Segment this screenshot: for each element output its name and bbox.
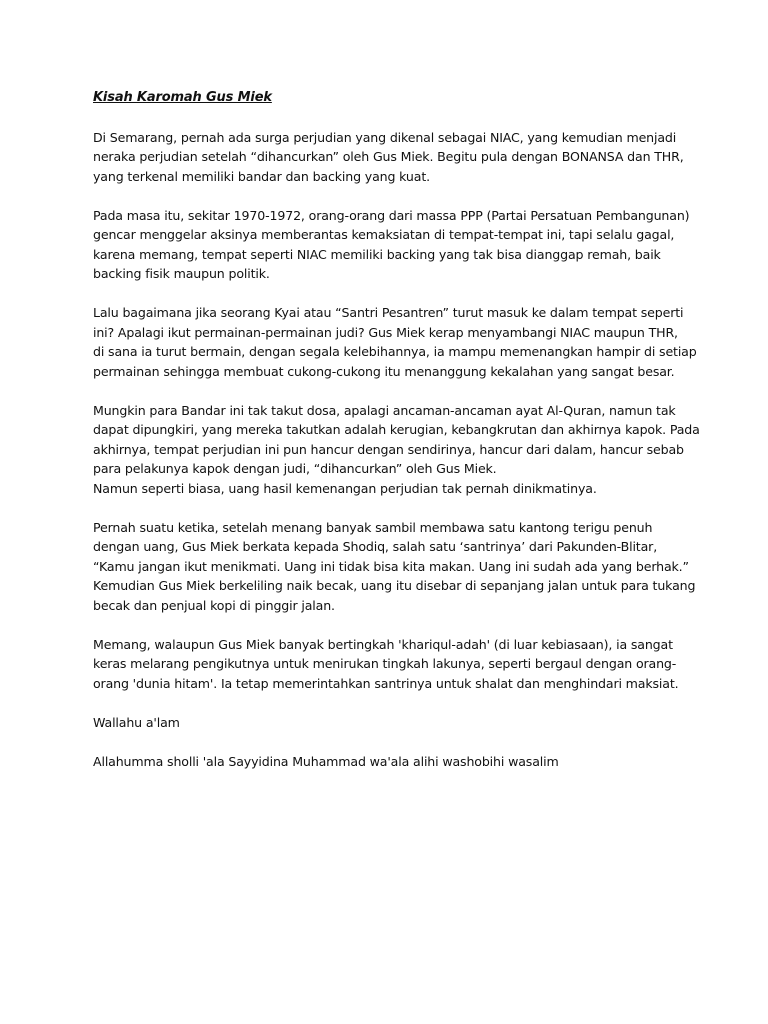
text-line: Mungkin para Bandar ini tak takut dosa, apalagi ancaman-ancaman ayat Al-Quran, namun tak <box>93 402 676 418</box>
text-line: orang 'dunia hitam'. Ia tetap memerintahkan santrinya untuk shalat dan menghindari maksiat. <box>93 675 679 691</box>
paragraph-wallahu <box>93 713 693 733</box>
text-line: keras melarang pengikutnya untuk menirukan tingkah lakunya, seperti bergaul dengan orang- <box>93 656 677 671</box>
text-line: Lalu bagaimana jika seorang Kyai atau “Santri Pesantren” turut masuk ke dalam tempat seperti <box>93 305 684 320</box>
text-line: Allahumma sholli 'ala Sayyidina Muhammad wa'ala alihi washobihi wasalim <box>93 753 559 769</box>
text-line: yang terkenal memiliki bandar dan backing yang kuat. <box>93 168 430 184</box>
text-line: karena memang, tempat seperti NIAC memiliki backing yang tak bisa dianggap remah, baik <box>93 246 661 262</box>
text-line: “Kamu jangan ikut menikmati. Uang ini tidak bisa kita makan. Uang ini sudah ada yang berhak.” <box>93 558 689 574</box>
paragraph-1 <box>93 128 693 187</box>
text-line: Wallahu a'lam <box>93 714 180 730</box>
text-line: becak dan penjual kopi di pinggir jalan. <box>93 597 335 613</box>
text-line: Namun seperti biasa, uang hasil kemenangan perjudian tak pernah dinikmatinya. <box>93 480 597 496</box>
text-line: gencar menggelar aksinya memberantas kemaksiatan di tempat-tempat ini, tapi selalu gagal, <box>93 227 675 242</box>
text-line: Di Semarang, pernah ada surga perjudian yang dikenal sebagai NIAC, yang kemudian menjadi <box>93 129 677 145</box>
text-line: permainan sehingga membuat cukong-cukong itu menanggung kekalahan yang sangat besar. <box>93 363 675 379</box>
text-line: neraka perjudian setelah “dihancurkan” oleh Gus Miek. Begitu pula dengan BONANSA dan THR, <box>93 149 684 164</box>
text-line: Kemudian Gus Miek berkeliling naik becak, uang itu disebar di sepanjang jalan untuk para tukang <box>93 578 696 593</box>
paragraph-3 <box>93 303 697 381</box>
paragraph-5 <box>93 518 696 616</box>
text-line: Memang, walaupun Gus Miek banyak bertingkah 'khariqul-adah' (di luar kebiasaan), ia sangat <box>93 636 673 652</box>
text-line: backing fisik maupun politik. <box>93 266 270 281</box>
paragraph-2 <box>93 206 693 284</box>
text-line: Pada masa itu, sekitar 1970-1972, orang-orang dari massa PPP (Partai Persatuan Pembangunan) <box>93 207 690 223</box>
document-title: Kisah Karomah Gus Miek <box>93 90 272 105</box>
text-line: dengan uang, Gus Miek berkata kepada Shodiq, salah satu ‘santrinya’ dari Pakunden-Blitar, <box>93 539 658 554</box>
text-line: para pelakunya kapok dengan judi, “dihancurkan” oleh Gus Miek. <box>93 461 497 476</box>
text-line: akhirnya, tempat perjudian ini pun hancur dengan sendirinya, hancur dari dalam, hancur sebab <box>93 441 684 457</box>
text-line: ini? Apalagi ikut permainan-permainan judi? Gus Miek kerap menyambangi NIAC maupun THR, <box>93 324 678 340</box>
text-line: di sana ia turut bermain, dengan segala kelebihannya, ia mampu memenangkan hampir di setiap <box>93 344 697 359</box>
text-line: dapat dipungkiri, yang mereka takutkan adalah kerugian, kebangkrutan dan akhirnya kapok. Pada <box>93 422 700 437</box>
text-line: Pernah suatu ketika, setelah menang banyak sambil membawa satu kantong terigu penuh <box>93 519 653 535</box>
document-body <box>93 88 700 791</box>
paragraph-closing-prayer <box>93 752 693 772</box>
paragraph-4 <box>93 401 700 499</box>
paragraph-6 <box>93 635 693 694</box>
